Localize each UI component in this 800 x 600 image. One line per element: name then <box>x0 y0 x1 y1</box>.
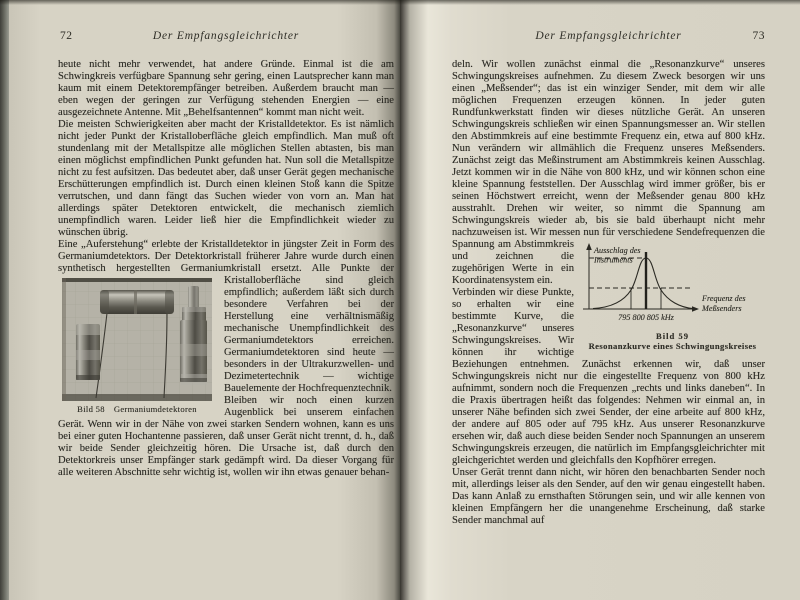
right-page-header <box>452 30 765 45</box>
paragraph-text: Unser Gerät trennt dann nicht, wir hören den benachbarten Sender noch mit, allerdings leiser als den Sender, auf den wir genau eingestellt haben. Das kann Anlaß zu ernsthaften Störungen sein, und wir alle kennen von kleinen Empfängern her die unangenehme Erscheinung, daß starke Sender manchmal auf <box>452 467 765 526</box>
paragraph-text: gleich empfindlich; außerdem läßt sich durch besondere Verfahren bei der Herstellung eine verhältnismäßig mechanische Unempfindlichkeit des Germaniumdetektors erreichen. Germaniumdetektoren sind heute — besonders in der Ultrakurzwellen- und Dezimetertechnik — wichtige Bauelemente der Hochfrequenztechnik. <box>224 275 394 394</box>
right-page <box>400 0 800 600</box>
paragraph <box>452 467 765 527</box>
right-running-title: Der Empfangsgleichrichter <box>535 30 682 42</box>
figure-caption-label: Bild 58 <box>77 404 105 414</box>
right-page-body <box>452 59 765 527</box>
paragraph <box>58 239 394 414</box>
resonance-curve-diagram <box>580 241 765 329</box>
left-page-number: 72 <box>60 30 73 42</box>
figure-caption <box>580 331 765 351</box>
paragraph-text: Eine „Auferstehung“ erlebte der Kristalldetektor in jüngster Zeit in Form des Germaniumdetektors. Der Detektorkristall früherer Jahre wurde durch einen synthetisch hergestellten Germaniumkristall ersetzt. Alle Punkte der Kristalloberfläche sind <box>58 239 394 286</box>
y-axis-label-line2: Instruments <box>594 255 633 265</box>
figure-caption <box>62 404 212 414</box>
figure-caption-text: Germaniumdetektoren <box>113 404 197 414</box>
resonance-curve-figure <box>580 241 765 351</box>
x-axis-label-line1: Frequenz des <box>702 294 746 303</box>
y-axis-label-line1: Ausschlag des <box>594 246 641 255</box>
right-page-number: 73 <box>752 30 765 42</box>
germanium-detectors-figure <box>62 278 212 414</box>
paragraph <box>58 59 394 119</box>
paragraph-text: heute nicht mehr verwendet, hat andere Gründe. Einmal ist die am Schwingkreis verfügbare Spannung sehr gering, einen Lautsprecher kann man kaum mit einem Detektorempfänger betreiben. Außerdem braucht man — eben wegen der geringen zur Verfügung stehenden Energien — eine ausgezeichnete Antenne. Mit „Behelfsantennen“ kommt man nicht weit. <box>58 59 394 118</box>
left-page-header <box>58 30 394 45</box>
paragraph <box>452 59 765 351</box>
germanium-detectors-photo <box>62 278 212 401</box>
left-page <box>9 0 400 600</box>
left-page-body <box>58 59 394 479</box>
x-axis-label-line2: Meßsenders <box>702 304 742 313</box>
book-spine-edge <box>0 0 9 600</box>
figure-caption-text: Resonanzkurve eines Schwingungskreises <box>588 341 757 351</box>
paragraph <box>58 119 394 239</box>
paragraph-text: und zeichnen die zugehörigen Werte in ein Koordinatensystem ein. <box>452 251 574 286</box>
left-running-title: Der Empfangsgleichrichter <box>152 30 300 42</box>
figure-caption-label: Bild 59 <box>655 331 690 341</box>
paragraph-text: Verbinden wir diese Punkte, so erhalten wir eine bestimmte Kurve, die „Resonanzkurve“ unseres Schwingungskreises. Wir können ihr wichtige Beziehungen entnehmen. Zunächst erkennen wir, daß unser Schwingungskreis nicht nur die eingestellte Frequenz von 800 kHz aufnimmt, sondern noch die Frequenzen „rechts und links daneben“. In die Praxis übertragen heißt das folgendes: Nehmen wir einmal an, in unserer Nähe befinden sich zwei Sender, der eine arbeite auf 800 kHz, der andere auf 805 oder auf 795 kHz. Aus unserer Resonanzkurve ersehen wir, daß auch diese beiden Sender noch Spannungen an unserem Schwingungskreis erzeugen, die natürlich im Empfangsgleichrichter mit gleichgerichtet werden und gleichfalls den Kopfhörer erregen. <box>452 287 765 466</box>
paragraph-text: Die meisten Schwierigkeiten aber macht der Kristalldetektor. Es ist nämlich nicht jeder Punkt der Kristalloberfläche gleich empfindlich. Man muß oft stundenlang mit der Metallspitze alle möglichen Stellen abtasten, bis man einen möglichst empfindlichen Punkt gefunden hat. Nun soll die Metallspitze nicht zu fest aufsitzen. Das bedeutet aber, daß unser Gerät gegen mechanische Erschütterungen empfindlich ist. Durch einen kleinen Stoß kann die Spitze verrutschen, und dann fängt das Suchen wieder von vorn an. Man hat allerdings später Detektoren entwickelt, die mechanisch ziemlich unempfindlich waren. Leider ließ hier die Empfindlichkeit wieder zu wünschen übrig. <box>58 119 394 238</box>
paragraph-text: Bleiben wir noch einen kurzen Augenblick bei unserem einfachen Gerät. Wenn wir in der Nähe von zwei starken Sendern wohnen, kann es uns bei einer guten Hochantenne passieren, daß unser Gerät nicht trennt, d. h., daß wir beide Sender gleichzeitig hören. Die Ursache ist, daß durch den Detektorkreis unser Empfänger stark gedämpft wird. Da dieser Vorgang für alle weiteren Abschnitte sehr wichtig ist, wollen wir ihn etwas genauer behan- <box>58 395 394 478</box>
paragraph-text: deln. Wir wollen zunächst einmal die „Resonanzkurve“ unseres Schwingungskreises aufnehmen. Zu diesem Zweck besorgen wir uns einen „Meßsender“; das ist ein winziger Sender, mit dem wir alle möglichen Frequenzen erzeugen können. In jeder guten Rundfunkwerkstatt finden wir dieses nützliche Gerät. An unseren Schwingungskreis schließen wir einen Spannungsmesser an. Wir stellen den Abstimmkreis auf eine bestimmte Frequenz ein, etwa auf 800 kHz. Nun verändern wir allmählich die Frequenz unseres Meßsenders. Zunächst zeigt das Meßinstrument am Abstimmkreis keinen Ausschlag. Jetzt kommen wir in die Nähe von 800 kHz, und wir können schon eine kleine Spannung feststellen. Der Ausschlag wird immer größer, bis er seinen Höchstwert erreicht, wenn der Meßsender genau 800 kHz ausstrahlt. Drehen wir weiter, so nimmt die Spannung am Schwingungskreis wieder ab, bis sie bald überhaupt nicht mehr nachzuweisen ist. Wir messen nun für verschiedene Sendefrequenzen die Spannung am Abstimmkreis <box>452 59 765 250</box>
x-axis-tick-labels: 795 800 805 kHz <box>618 313 674 322</box>
